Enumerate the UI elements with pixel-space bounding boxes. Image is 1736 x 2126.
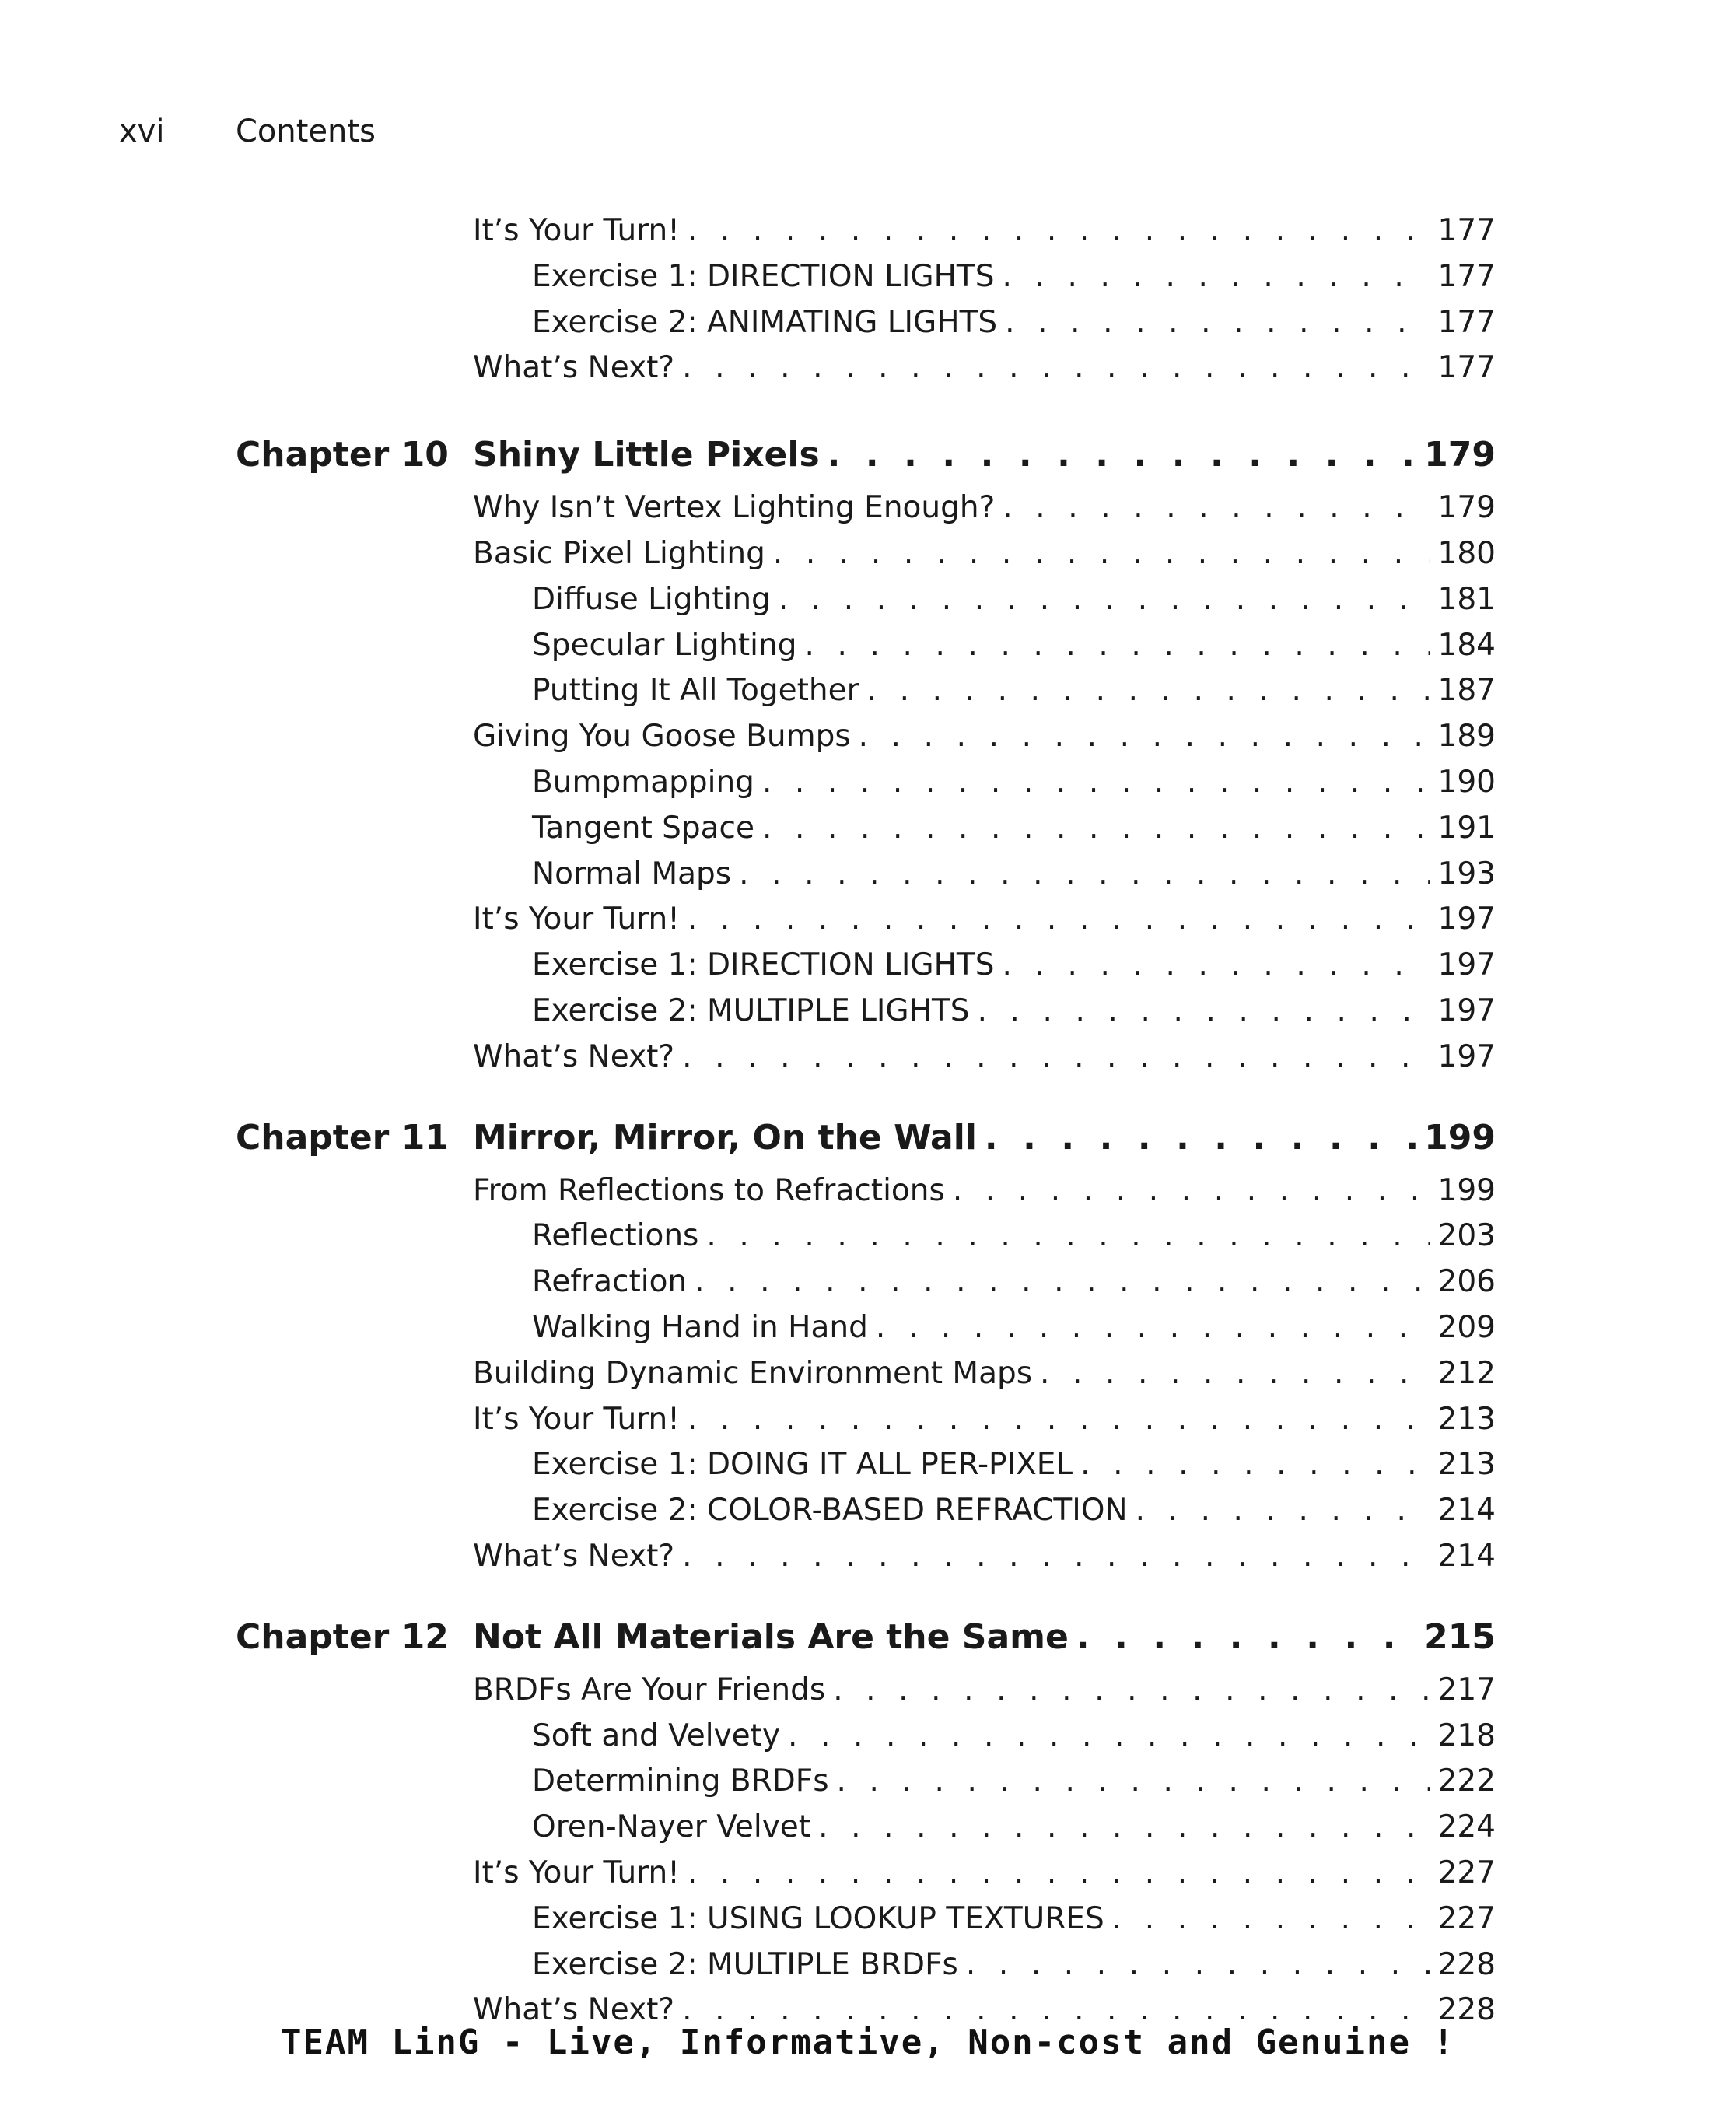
toc-entry[interactable] [236, 1534, 1496, 1580]
toc-page-number: 214 [1437, 1493, 1496, 1529]
dot-leader [985, 1112, 1416, 1164]
dot-leader [762, 806, 1430, 852]
toc-entry[interactable] [236, 623, 1496, 669]
toc-entry-title: Specular Lighting [532, 627, 797, 663]
toc-entry-title: Reflections [532, 1218, 699, 1254]
toc-entry-title: Soft and Velvety [532, 1718, 781, 1753]
dot-leader [953, 1168, 1430, 1214]
toc-entry[interactable] [236, 254, 1496, 300]
toc-entry-title: It’s Your Turn! [473, 213, 680, 248]
dot-leader [966, 1942, 1430, 1988]
toc-page-number: 213 [1437, 1447, 1496, 1483]
toc-page-number: 189 [1437, 719, 1496, 755]
toc-entry-title: It’s Your Turn! [473, 1855, 680, 1890]
toc-entry[interactable] [236, 1805, 1496, 1851]
toc-entry-title: What’s Next? [473, 1038, 675, 1074]
dot-leader [739, 852, 1430, 898]
toc-page-number: 197 [1437, 1038, 1496, 1074]
toc-page-number: 191 [1437, 810, 1496, 846]
chapter-title: Mirror, Mirror, On the Wall [473, 1117, 977, 1158]
dot-leader [682, 345, 1430, 391]
toc-entry-title: Tangent Space [532, 810, 754, 846]
dot-leader [867, 668, 1430, 714]
toc-page-number: 187 [1437, 673, 1496, 709]
toc-page-number: 224 [1437, 1809, 1496, 1845]
dot-leader [682, 1534, 1430, 1580]
chapter-page-number: 199 [1424, 1117, 1496, 1158]
toc-entry-title: Diffuse Lighting [532, 581, 771, 617]
toc-entry-title: Basic Pixel Lighting [473, 535, 765, 571]
toc-entry[interactable] [236, 989, 1496, 1035]
dot-leader [788, 1714, 1430, 1760]
toc-entry-title: BRDFs Are Your Friends [473, 1672, 826, 1707]
toc-page-number: 209 [1437, 1309, 1496, 1345]
toc-entry[interactable] [236, 1851, 1496, 1897]
toc-entry[interactable] [236, 345, 1496, 391]
dot-leader [978, 989, 1430, 1035]
toc-entry-title: Refraction [532, 1264, 688, 1300]
toc-entry[interactable] [236, 1168, 1496, 1214]
toc-page-number: 177 [1437, 258, 1496, 294]
toc-page-number: 227 [1437, 1855, 1496, 1890]
toc-entry-title: From Reflections to Refractions [473, 1172, 945, 1208]
toc-page-number: 193 [1437, 856, 1496, 891]
section-title: Contents [236, 114, 376, 149]
toc-entry[interactable] [236, 1397, 1496, 1443]
dot-leader [706, 1214, 1430, 1259]
chapter-title: Shiny Little Pixels [473, 435, 820, 475]
toc-page-number: 217 [1437, 1672, 1496, 1707]
toc-entry-title: Giving You Goose Bumps [473, 719, 851, 755]
toc-page-number: 179 [1437, 490, 1496, 526]
toc-page-number: 177 [1437, 350, 1496, 386]
toc-entry[interactable] [236, 1214, 1496, 1259]
toc-page-number: 228 [1437, 1992, 1496, 2028]
toc-page-number: 228 [1437, 1946, 1496, 1982]
toc-entry-title: It’s Your Turn! [473, 1401, 680, 1437]
toc-entry[interactable] [236, 577, 1496, 623]
toc-entry[interactable] [236, 1351, 1496, 1397]
toc-page-number: 227 [1437, 1900, 1496, 1936]
toc-page-number: 190 [1437, 764, 1496, 800]
dot-leader [1003, 485, 1430, 531]
toc-entry[interactable] [236, 714, 1496, 760]
toc-entry[interactable] [236, 1488, 1496, 1534]
toc-entry-title: Oren-Nayer Velvet [532, 1809, 811, 1845]
toc-entry[interactable] [236, 1714, 1496, 1760]
chapter-heading[interactable] [236, 1112, 1496, 1164]
toc-entry-title: Building Dynamic Environment Maps [473, 1355, 1033, 1391]
dot-leader [876, 1305, 1430, 1351]
toc-entry-title: Exercise 2: MULTIPLE LIGHTS [532, 993, 970, 1028]
toc-entry-title: Putting It All Together [532, 673, 859, 709]
toc-entry[interactable] [236, 1759, 1496, 1805]
toc-page-number: 197 [1437, 947, 1496, 983]
toc-entry[interactable] [236, 1305, 1496, 1351]
toc-entry-title: Bumpmapping [532, 764, 754, 800]
toc-entry[interactable] [236, 208, 1496, 254]
chapter-title: Not All Materials Are the Same [473, 1616, 1069, 1657]
chapter-page-number: 215 [1424, 1616, 1496, 1657]
toc-entry[interactable] [236, 300, 1496, 346]
toc-entry[interactable] [236, 1942, 1496, 1988]
toc-entry[interactable] [236, 760, 1496, 806]
toc-page-number: 184 [1437, 627, 1496, 663]
toc-entry-title: What’s Next? [473, 1538, 675, 1574]
dot-leader [779, 577, 1430, 623]
page-folio: xvi [119, 114, 165, 149]
toc-page-number: 213 [1437, 1401, 1496, 1437]
toc-page-number: 177 [1437, 213, 1496, 248]
toc-entry-title: Walking Hand in Hand [532, 1309, 868, 1345]
toc-entry[interactable] [236, 852, 1496, 898]
toc-page-number: 181 [1437, 581, 1496, 617]
toc-entry-title: What’s Next? [473, 350, 675, 386]
dot-leader [818, 1805, 1430, 1851]
toc-entry[interactable] [236, 897, 1496, 943]
dot-leader [688, 208, 1430, 254]
toc-entry[interactable] [236, 668, 1496, 714]
chapter-heading[interactable] [236, 429, 1496, 481]
toc-page-number: 199 [1437, 1172, 1496, 1208]
toc-entry[interactable] [236, 1668, 1496, 1714]
toc-entry-title: Exercise 1: USING LOOKUP TEXTURES [532, 1900, 1104, 1936]
dot-leader [688, 1851, 1430, 1897]
dot-leader [688, 897, 1430, 943]
chapter-label: Chapter 10 [236, 435, 449, 475]
toc-entry[interactable] [236, 1897, 1496, 1942]
toc-entry[interactable] [236, 806, 1496, 852]
dot-leader [773, 531, 1430, 577]
table-of-contents [236, 208, 1496, 2033]
chapter-heading[interactable] [236, 1611, 1496, 1663]
toc-entry-title: Exercise 2: MULTIPLE BRDFs [532, 1946, 958, 1982]
chapter-page-number: 179 [1424, 435, 1496, 475]
toc-page-number: 222 [1437, 1763, 1496, 1799]
dot-leader [804, 623, 1430, 669]
toc-page-number: 214 [1437, 1538, 1496, 1574]
dot-leader [695, 1259, 1430, 1305]
chapter-label: Chapter 11 [236, 1117, 449, 1158]
toc-page-number: 180 [1437, 535, 1496, 571]
toc-entry[interactable] [236, 485, 1496, 531]
dot-leader [682, 1035, 1430, 1081]
toc-entry[interactable] [236, 531, 1496, 577]
dot-leader [762, 760, 1430, 806]
toc-page-number: 203 [1437, 1218, 1496, 1254]
dot-leader [1076, 1611, 1416, 1663]
toc-entry-title: Normal Maps [532, 856, 732, 891]
dot-leader [1002, 943, 1430, 989]
toc-entry-title: Determining BRDFs [532, 1763, 829, 1799]
running-head [119, 113, 376, 150]
dot-leader [859, 714, 1430, 760]
toc-entry-title: It’s Your Turn! [473, 902, 680, 937]
toc-page-number: 197 [1437, 902, 1496, 937]
toc-entry[interactable] [236, 1035, 1496, 1081]
toc-entry-title: Exercise 2: COLOR-BASED REFRACTION [532, 1493, 1128, 1529]
toc-entry-title: Exercise 2: ANIMATING LIGHTS [532, 304, 998, 340]
dot-leader [688, 1397, 1430, 1443]
toc-entry-title: Exercise 1: DIRECTION LIGHTS [532, 947, 995, 983]
toc-page-number: 177 [1437, 304, 1496, 340]
dot-leader [1040, 1351, 1430, 1397]
dot-leader [1005, 300, 1430, 346]
dot-leader [1080, 1442, 1430, 1488]
toc-page-number: 206 [1437, 1264, 1496, 1300]
toc-entry[interactable] [236, 1442, 1496, 1488]
dot-leader [828, 429, 1416, 481]
dot-leader [1112, 1897, 1430, 1942]
toc-page-number: 212 [1437, 1355, 1496, 1391]
toc-entry-title: Exercise 1: DIRECTION LIGHTS [532, 258, 995, 294]
dot-leader [1002, 254, 1430, 300]
dot-leader [1136, 1488, 1430, 1534]
dot-leader [833, 1668, 1430, 1714]
toc-entry-title: Why Isn’t Vertex Lighting Enough? [473, 490, 996, 526]
dot-leader [837, 1759, 1430, 1805]
watermark-banner: TEAM LinG - Live, Informative, Non-cost and Genuine ! [281, 2023, 1455, 2062]
toc-page-number: 218 [1437, 1718, 1496, 1753]
toc-entry[interactable] [236, 1259, 1496, 1305]
chapter-label: Chapter 12 [236, 1616, 449, 1657]
toc-page-number: 197 [1437, 993, 1496, 1028]
toc-entry-title: Exercise 1: DOING IT ALL PER-PIXEL [532, 1447, 1073, 1483]
toc-entry-title: What’s Next? [473, 1992, 675, 2028]
toc-entry[interactable] [236, 943, 1496, 989]
